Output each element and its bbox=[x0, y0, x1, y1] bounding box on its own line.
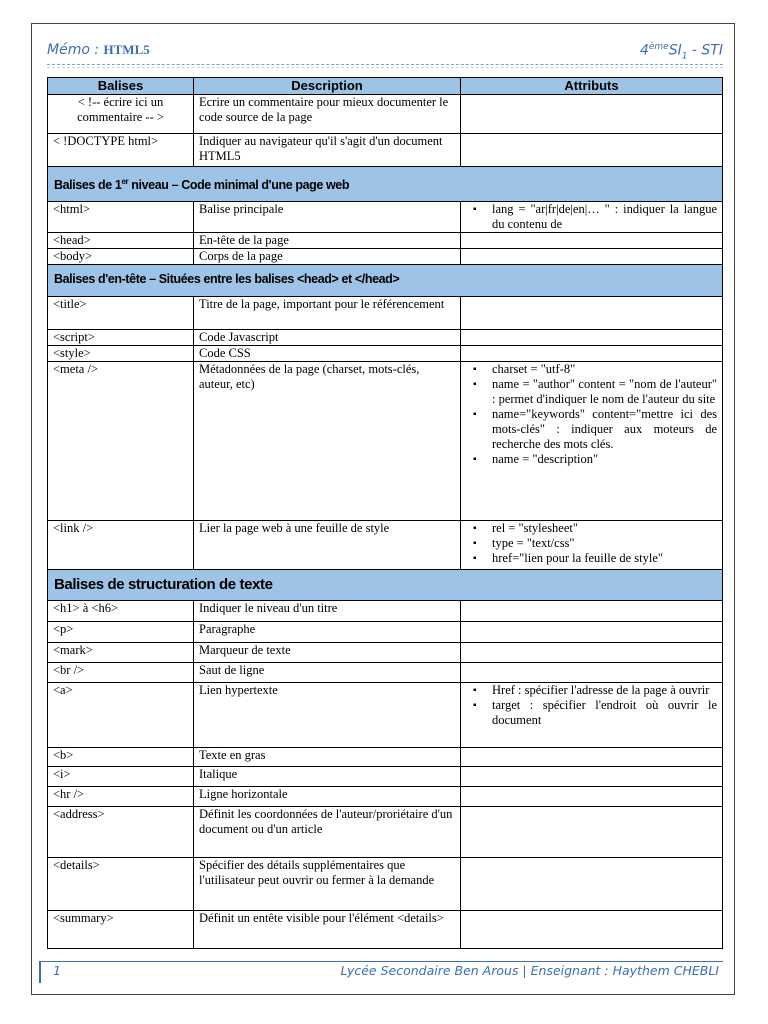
description-cell: Paragraphe bbox=[194, 622, 461, 643]
attributes-cell bbox=[461, 683, 723, 748]
attribute-item: ▪ charset = "utf-8" bbox=[492, 362, 717, 377]
tag-cell: <meta /> bbox=[48, 362, 194, 521]
description-cell: Texte en gras bbox=[194, 748, 461, 767]
attributes-cell bbox=[461, 663, 723, 683]
attributes-cell bbox=[461, 767, 723, 787]
tag-cell: <hr /> bbox=[48, 787, 194, 807]
description-cell: Italique bbox=[194, 767, 461, 787]
attribute-item: ▪ lang = "ar|fr|de|en|… " : indiquer la langue du contenu de bbox=[492, 202, 717, 232]
section-title: Balises de 1er niveau – Code minimal d'une page web bbox=[48, 167, 723, 202]
description-cell: En-tête de la page bbox=[194, 233, 461, 249]
tag-cell: <a> bbox=[48, 683, 194, 748]
table-row bbox=[48, 601, 723, 622]
table-row bbox=[48, 748, 723, 767]
tag-cell: <html> bbox=[48, 202, 194, 233]
description-cell: Métadonnées de la page (charset, mots-clés, auteur, etc) bbox=[194, 362, 461, 521]
attributes-list bbox=[466, 683, 717, 728]
attribute-item: ▪ name = "description" bbox=[492, 452, 717, 467]
table-row bbox=[48, 807, 723, 858]
tag-cell: <head> bbox=[48, 233, 194, 249]
description-cell: Indiquer au navigateur qu'il s'agit d'un document HTML5 bbox=[194, 134, 461, 167]
table-row bbox=[48, 330, 723, 346]
attributes-cell bbox=[461, 787, 723, 807]
table-row bbox=[48, 911, 723, 949]
attribute-item: ▪ target : spécifier l'endroit où ouvrir le document bbox=[492, 698, 717, 728]
attributes-cell bbox=[461, 362, 723, 521]
memo-label: Mémo : bbox=[47, 42, 100, 58]
table-row bbox=[48, 622, 723, 643]
description-cell: Code Javascript bbox=[194, 330, 461, 346]
section-header-row bbox=[48, 167, 723, 202]
description-cell: Code CSS bbox=[194, 346, 461, 362]
class-section: SI bbox=[668, 42, 682, 59]
tag-cell: <h1> à <h6> bbox=[48, 601, 194, 622]
attributes-cell bbox=[461, 297, 723, 330]
table-row bbox=[48, 787, 723, 807]
table-row bbox=[48, 858, 723, 911]
teacher-name: Enseignant : Haythem CHEBLI bbox=[530, 963, 719, 978]
table-row bbox=[48, 202, 723, 233]
tag-cell: <p> bbox=[48, 622, 194, 643]
table-row bbox=[48, 767, 723, 787]
attributes-list bbox=[466, 521, 717, 566]
attribute-item: ▪ rel = "stylesheet" bbox=[492, 521, 717, 536]
table-row bbox=[48, 249, 723, 265]
school-name: Lycée Secondaire Ben Arous bbox=[340, 963, 519, 978]
attributes-cell bbox=[461, 233, 723, 249]
section-title: Balises de structuration de texte bbox=[48, 570, 723, 601]
attribute-item: ▪ Href : spécifier l'adresse de la page à ouvrir bbox=[492, 683, 717, 698]
section-title: Balises d'en-tête – Situées entre les balises <head> et </head> bbox=[48, 265, 723, 297]
attributes-cell bbox=[461, 95, 723, 134]
tag-cell: <b> bbox=[48, 748, 194, 767]
description-cell: Lier la page web à une feuille de style bbox=[194, 521, 461, 570]
table-row bbox=[48, 521, 723, 570]
table-row bbox=[48, 346, 723, 362]
table-row bbox=[48, 663, 723, 683]
attributes-cell bbox=[461, 601, 723, 622]
tag-cell: <br /> bbox=[48, 663, 194, 683]
attribute-item: ▪ href="lien pour la feuille de style" bbox=[492, 551, 717, 566]
attributes-list bbox=[466, 202, 717, 232]
tag-cell: <body> bbox=[48, 249, 194, 265]
attributes-cell bbox=[461, 134, 723, 167]
table-row bbox=[48, 134, 723, 167]
memo-title bbox=[47, 42, 150, 58]
description-cell: Balise principale bbox=[194, 202, 461, 233]
description-cell: Titre de la page, important pour le référencement bbox=[194, 297, 461, 330]
attributes-cell bbox=[461, 330, 723, 346]
attributes-cell bbox=[461, 622, 723, 643]
attributes-cell bbox=[461, 807, 723, 858]
page-number: 1 bbox=[53, 963, 61, 978]
table-header-row bbox=[48, 78, 723, 95]
header-divider bbox=[47, 64, 723, 65]
attributes-cell bbox=[461, 346, 723, 362]
description-cell: Définit un entête visible pour l'élément <details> bbox=[194, 911, 461, 949]
attribute-item: ▪ name="keywords" content="mettre ici des mots-clés" : indiquer aux moteurs de recherche des mots clés. bbox=[492, 407, 717, 452]
attributes-cell bbox=[461, 249, 723, 265]
table-row bbox=[48, 683, 723, 748]
page-footer bbox=[47, 962, 723, 980]
section-header-row bbox=[48, 570, 723, 601]
section-header-row bbox=[48, 265, 723, 297]
attributes-cell bbox=[461, 858, 723, 911]
header-description: Description bbox=[194, 78, 461, 95]
footer-separator: | bbox=[518, 963, 531, 978]
footer-credits bbox=[340, 963, 719, 978]
tag-cell: <mark> bbox=[48, 643, 194, 663]
table-body bbox=[48, 95, 723, 949]
description-cell: Ecrire un commentaire pour mieux documenter le code source de la page bbox=[194, 95, 461, 134]
tag-cell: < !-- écrire ici un commentaire -- > bbox=[48, 95, 194, 134]
attributes-cell bbox=[461, 748, 723, 767]
page-header bbox=[47, 40, 723, 60]
attributes-cell bbox=[461, 521, 723, 570]
attributes-cell bbox=[461, 643, 723, 663]
tag-cell: <script> bbox=[48, 330, 194, 346]
tag-cell: <style> bbox=[48, 346, 194, 362]
attribute-item: ▪ name = "author" content = "nom de l'auteur" : permet d'indiquer le nom de l'auteur du site bbox=[492, 377, 717, 407]
header-balises: Balises bbox=[48, 78, 194, 95]
table-row bbox=[48, 233, 723, 249]
tag-cell: < !DOCTYPE html> bbox=[48, 134, 194, 167]
table-row bbox=[48, 297, 723, 330]
description-cell: Corps de la page bbox=[194, 249, 461, 265]
memo-subject: HTML5 bbox=[103, 42, 150, 57]
description-cell: Ligne horizontale bbox=[194, 787, 461, 807]
tag-cell: <title> bbox=[48, 297, 194, 330]
tag-cell: <address> bbox=[48, 807, 194, 858]
attributes-list bbox=[466, 362, 717, 467]
header-attributs: Attributs bbox=[461, 78, 723, 95]
class-level: 4 bbox=[639, 42, 649, 59]
description-cell: Marqueur de texte bbox=[194, 643, 461, 663]
tag-cell: <details> bbox=[48, 858, 194, 911]
attributes-cell bbox=[461, 911, 723, 949]
description-cell: Lien hypertexte bbox=[194, 683, 461, 748]
class-level-suffix: ème bbox=[648, 42, 669, 52]
html5-tags-table bbox=[47, 77, 723, 949]
table-row bbox=[48, 95, 723, 134]
description-cell: Définit les coordonnées de l'auteur/proriétaire d'un document ou d'un article bbox=[194, 807, 461, 858]
tag-cell: <link /> bbox=[48, 521, 194, 570]
table-row bbox=[48, 362, 723, 521]
attributes-cell bbox=[461, 202, 723, 233]
tag-cell: <summary> bbox=[48, 911, 194, 949]
class-track: - STI bbox=[687, 42, 723, 59]
description-cell: Spécifier des détails supplémentaires que l'utilisateur peut ouvrir ou fermer à la demande bbox=[194, 858, 461, 911]
description-cell: Indiquer le niveau d'un titre bbox=[194, 601, 461, 622]
table-row bbox=[48, 643, 723, 663]
description-cell: Saut de ligne bbox=[194, 663, 461, 683]
tag-cell: <i> bbox=[48, 767, 194, 787]
footer-bar bbox=[39, 961, 41, 983]
class-label bbox=[640, 42, 723, 61]
class-group: 1 bbox=[681, 51, 688, 62]
attribute-item: ▪ type = "text/css" bbox=[492, 536, 717, 551]
header-divider-secondary bbox=[47, 67, 723, 68]
